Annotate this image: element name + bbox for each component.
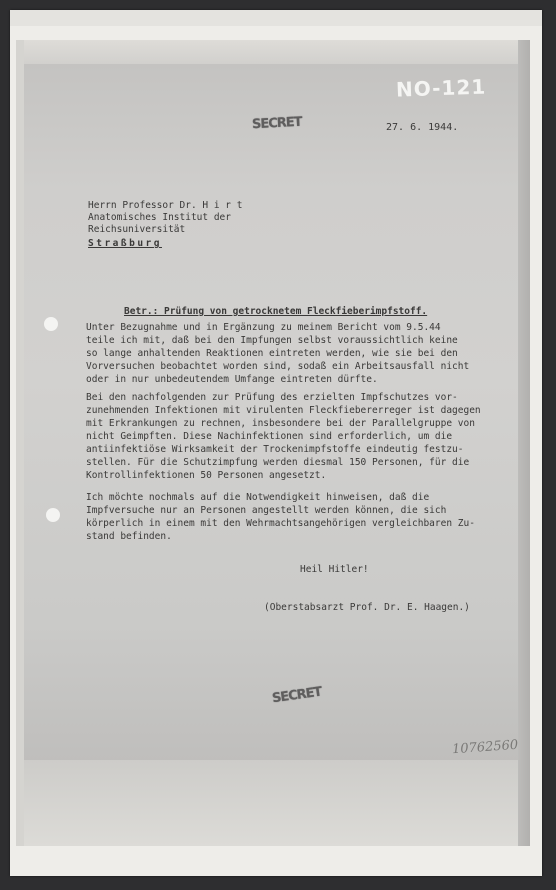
body-line: Kontrollinfektionen 50 Personen angesetzt. [86, 470, 327, 481]
letter-subject: Betr.: Prüfung von getrocknetem Fleckfieberimpfstoff. [124, 306, 428, 317]
letter-date: 27. 6. 1944. [386, 122, 459, 133]
paper-left-edge [16, 40, 24, 846]
paper-right-edge [518, 40, 530, 846]
body-line: mit Erkrankungen zu rechnen, insbesondere bei der Parallelgruppe von [86, 418, 475, 429]
archive-number: 10762560 [451, 737, 519, 758]
body-line: oder in nur unbedeutendem Umfange eintreten dürfte. [86, 374, 378, 385]
body-line: Impfversuche nur an Personen angestellt werden können, die sich [86, 505, 447, 516]
mount-top-strip [10, 10, 542, 26]
recipient-name: Herrn Professor Dr. H i r t [88, 200, 243, 211]
body-line: Bei den nachfolgenden zur Prüfung des erzielten Impfschutzes vor- [86, 392, 458, 403]
document-reference-mark: NO-121 [395, 74, 487, 102]
letter-closing: Heil Hitler! [300, 564, 369, 575]
punch-hole-lower [46, 508, 60, 522]
signature-block: (Oberstabsarzt Prof. Dr. E. Haagen.) [264, 602, 470, 613]
body-line: stand befinden. [86, 531, 172, 542]
secret-stamp-bottom: SECRET [271, 684, 323, 707]
body-line: körperlich in einem mit den Wehrmachtsangehörigen vergleichbaren Zu- [86, 518, 475, 529]
secret-stamp-top: SECRET [251, 114, 302, 133]
body-line: nicht Geimpften. Diese Nachinfektionen sind erforderlich, um die [86, 431, 453, 442]
body-line: teile ich mit, daß bei den Impfungen selbst voraussichtlich keine [86, 335, 458, 346]
body-line: Unter Bezugnahme und in Ergänzung zu meinem Bericht vom 9.5.44 [86, 322, 441, 333]
recipient-university: Reichsuniversität [88, 224, 186, 235]
recipient-city: Straßburg [88, 238, 162, 249]
body-line: stellen. Für die Schutzimpfung werden diesmal 150 Personen, für die [86, 457, 470, 468]
recipient-institute: Anatomisches Institut der [88, 212, 231, 223]
paper-lower-band [24, 760, 528, 846]
body-line: Vorversuchen beobachtet worden sind, sodaß ein Arbeitsausfall nicht [86, 361, 470, 372]
punch-hole-upper [44, 317, 58, 331]
body-line: Ich möchte nochmals auf die Notwendigkeit hinweisen, daß die [86, 492, 430, 503]
body-line: so lange anhaltenden Reaktionen eintreten werden, wie sie bei den [86, 348, 458, 359]
body-line: zunehmenden Infektionen mit virulenten Fleckfiebererreger ist dagegen [86, 405, 481, 416]
body-line: antiinfektiöse Wirksamkeit der Trockenimpfstoffe eindeutig festzu- [86, 444, 464, 455]
